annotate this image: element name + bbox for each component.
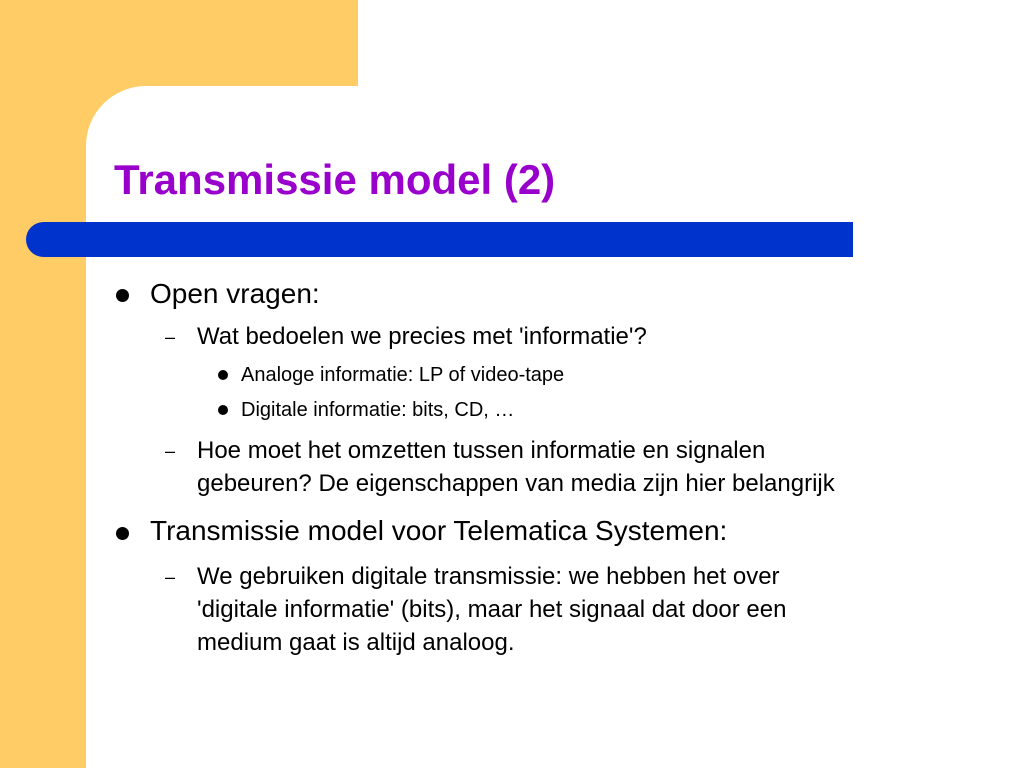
sub-sub-bullet-analoge: Analoge informatie: LP of video-tape: [241, 364, 565, 386]
bullet-dot-icon: [116, 289, 129, 302]
dash-bullet-icon: –: [165, 441, 176, 461]
dash-bullet-icon: –: [165, 567, 176, 587]
bullet-dot-icon: [218, 405, 228, 415]
dash-bullet-icon: –: [165, 327, 176, 347]
sub-sub-bullet-digitale: Digitale informatie: bits, CD, …: [241, 399, 515, 421]
bullet-transmissie-model: Transmissie model voor Telematica Systemen:: [150, 515, 728, 546]
bullet-dot-icon: [116, 527, 129, 540]
sub-bullet-omzetten: Hoe moet het omzetten tussen informatie en signalen gebeuren? De eigenschappen van media zijn hier belangrijk: [197, 437, 835, 497]
sub-bullet-informatie: Wat bedoelen we precies met 'informatie'?: [197, 323, 647, 350]
bullet-open-vragen: Open vragen:: [150, 278, 320, 309]
bullet-dot-icon: [218, 370, 228, 380]
slide-title: Transmissie model (2): [114, 156, 556, 203]
sub-bullet-digitale-transmissie: We gebruiken digitale transmissie: we hebben het over 'digitale informatie' (bits), maar het signaal dat door een medium gaat is altijd analoog.: [197, 563, 787, 656]
